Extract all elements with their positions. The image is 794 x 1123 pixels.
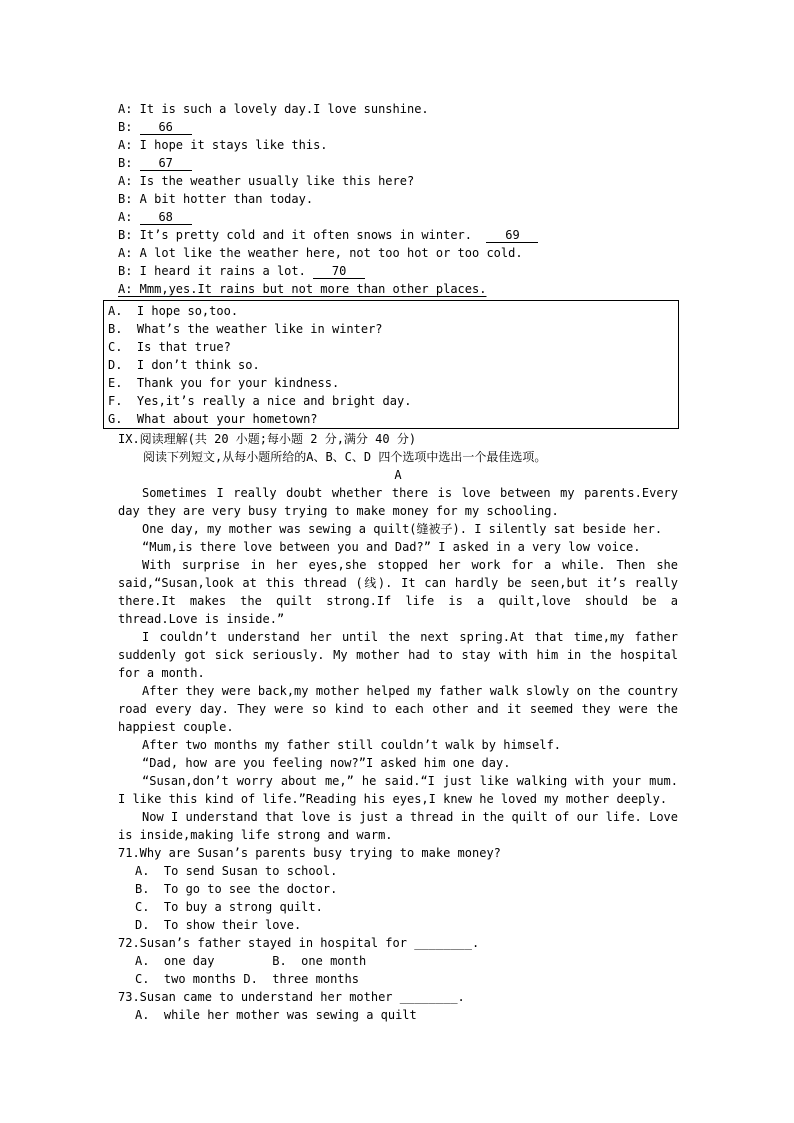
question-option: B. To go to see the doctor. (135, 882, 338, 896)
question-option-row: A. one day B. one month (135, 954, 367, 968)
dialogue-text: A: It is such a lovely day.I love sunshine. (118, 102, 429, 116)
dialogue-text: B: I heard it rains a lot. (118, 264, 314, 278)
numbered-blank-68: 68 (140, 210, 192, 225)
numbered-blank-70: 70 (313, 264, 365, 279)
dialogue-text: A: I hope it stays like this. (118, 138, 328, 152)
dialogue-text: B: (118, 120, 140, 134)
reading-passage (118, 484, 678, 844)
dialogue-line (118, 118, 678, 136)
question-72 (118, 934, 678, 988)
passage-paragraph: With surprise in her eyes,she stopped her work for a while. Then she said,“Susan,look at this thread (线). It can hardly be seen,but it’s really there.It makes the quilt strong.If life is a quilt,love should be a thread.Love is inside.” (118, 558, 678, 626)
dialogue-text: A: Mmm,yes.It rains but not more than other places. (118, 282, 487, 296)
dialogue-line (118, 172, 678, 190)
box-option: B. What’s the weather like in winter? (108, 322, 383, 336)
numbered-blank-69: 69 (486, 228, 538, 243)
question-73 (118, 988, 678, 1024)
passage-paragraph: After two months my father still couldn’t walk by himself. (142, 738, 562, 752)
box-option: C. Is that true? (108, 340, 231, 354)
dialogue-line (118, 100, 678, 118)
dialogue-text: A: (118, 210, 140, 224)
dialogue-text: A: Is the weather usually like this here? (118, 174, 415, 188)
dialogue-text: A: A lot like the weather here, not too hot or too cold. (118, 246, 523, 260)
passage-paragraph: “Dad, how are you feeling now?”I asked him one day. (142, 756, 511, 770)
question-option: C. To buy a strong quilt. (135, 900, 323, 914)
passage-paragraph: I couldn’t understand her until the next spring.At that time,my father suddenly got sick seriously. My mother had to stay with him in the hospital for a month. (118, 630, 678, 680)
dialogue-line (118, 136, 678, 154)
dialogue-line (118, 226, 678, 244)
answer-options-box (103, 300, 679, 429)
box-option: E. Thank you for your kindness. (108, 376, 340, 390)
box-option: A. I hope so,too. (108, 304, 239, 318)
question-stem: 72.Susan’s father stayed in hospital for ________. (118, 936, 480, 950)
section-heading: IX.阅读理解(共 20 小题;每小题 2 分,满分 40 分) (118, 432, 417, 446)
question-stem: 71.Why are Susan’s parents busy trying to make money? (118, 846, 501, 860)
question-stem: 73.Susan came to understand her mother ________. (118, 990, 465, 1004)
section-instruction: 阅读下列短文,从每小题所给的A、B、C、D 四个选项中选出一个最佳选项。 (143, 450, 547, 464)
dialogue-line (118, 244, 678, 262)
dialogue-line (118, 190, 678, 208)
dialogue-text: B: A bit hotter than today. (118, 192, 314, 206)
dialogue-line (118, 280, 678, 298)
box-option: F. Yes,it’s really a nice and bright day. (108, 394, 412, 408)
question-option-row: C. two months D. three months (135, 972, 359, 986)
dialogue-text: B: It’s pretty cold and it often snows in winter. (118, 228, 487, 242)
question-71 (118, 844, 678, 934)
passage-paragraph: Sometimes I really doubt whether there is love between my parents.Every day they are very busy trying to make money for my schooling. (118, 486, 678, 518)
numbered-blank-67: 67 (140, 156, 192, 171)
question-option: A. To send Susan to school. (135, 864, 338, 878)
passage-paragraph: One day, my mother was sewing a quilt(缝被子). I silently sat beside her. (142, 522, 663, 536)
dialogue-line (118, 262, 678, 280)
passage-paragraph: “Mum,is there love between you and Dad?” I asked in a very low voice. (142, 540, 641, 554)
numbered-blank-66: 66 (140, 120, 192, 135)
passage-paragraph: After they were back,my mother helped my father walk slowly on the country road every day. They were so kind to each other and it seemed they were the happiest couple. (118, 684, 678, 734)
passage-paragraph: “Susan,don’t worry about me,” he said.“I just like walking with your mum. I like this kind of life.”Reading his eyes,I knew he loved my mother deeply. (118, 774, 678, 806)
box-option: G. What about your hometown? (108, 412, 318, 426)
question-option: A. while her mother was sewing a quilt (135, 1008, 417, 1022)
box-option: D. I don’t think so. (108, 358, 260, 372)
dialogue-line (118, 208, 678, 226)
dialogue-line (118, 154, 678, 172)
passage-paragraph: Now I understand that love is just a thread in the quilt of our life. Love is inside,making life strong and warm. (118, 810, 678, 842)
passage-label: A (394, 468, 402, 482)
dialogue-text: B: (118, 156, 140, 170)
dialogue-section (118, 100, 678, 298)
question-option: D. To show their love. (135, 918, 302, 932)
